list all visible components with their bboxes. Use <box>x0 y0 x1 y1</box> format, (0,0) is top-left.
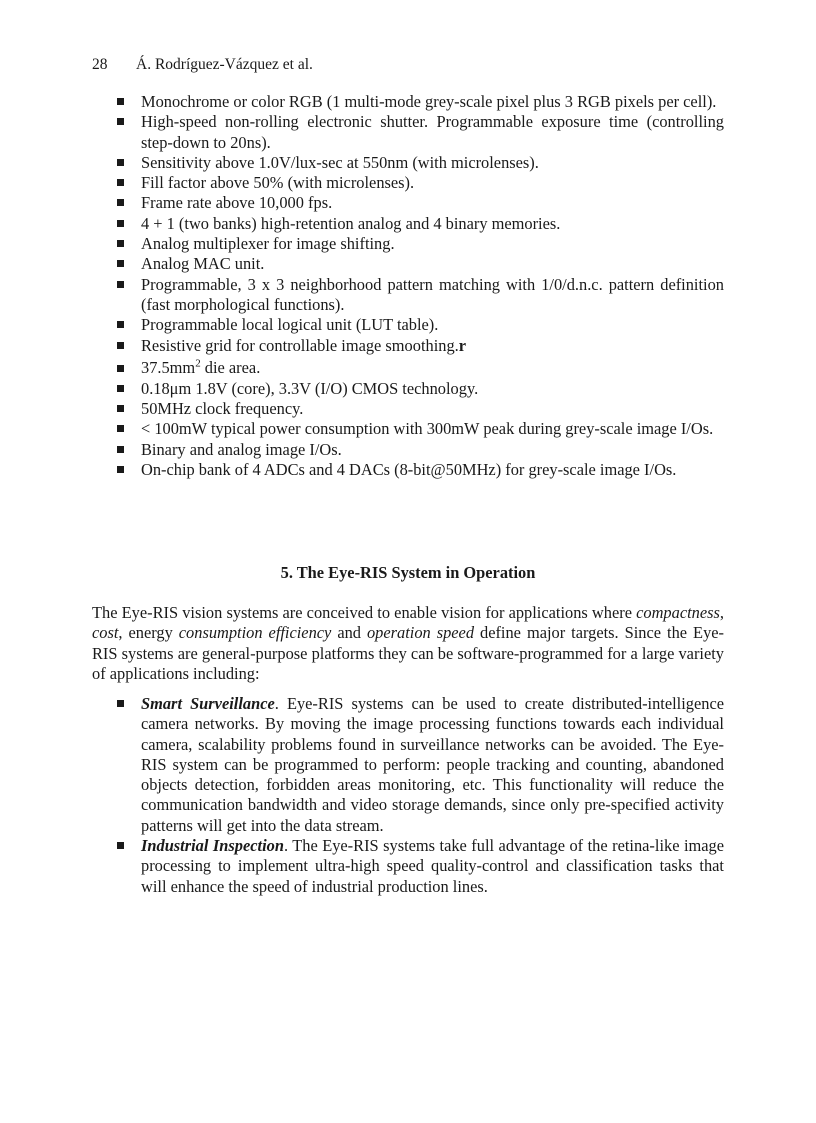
square-bullet-icon <box>117 199 124 206</box>
square-bullet-icon <box>117 260 124 267</box>
author-line: Á. Rodríguez-Vázquez et al. <box>136 56 313 73</box>
specification-list <box>117 92 724 480</box>
emphasis: operation speed <box>366 623 475 643</box>
list-item: On-chip bank of 4 ADCs and 4 DACs (8-bit@50MHz) for grey-scale image I/Os. <box>117 460 724 480</box>
list-item: $37.5mm^2$ die area. <box>117 356 724 379</box>
list-item: Sensitivity above 1.0V/lux-sec at 550nm (with microlenses). <box>117 153 724 173</box>
list-item: Smart Surveillance. Eye-RIS systems can be used to create distributed-intelligence camera networks. By moving the image processing functions towards each individual camera, scalability problems found in surveillance networks can be avoided. The Eye-RIS system can be programmed to perform: people tracking and counting, abandoned objects detection, forbidden areas monitoring, etc. This functionality will reduce the communication bandwidth and video storage demands, since only pre-specified activity patterns will get into the data stream. <box>117 694 724 836</box>
list-item: High-speed non-rolling electronic shutter. Programmable exposure time (controlling step-down to 20ns). <box>117 112 724 153</box>
square-bullet-icon <box>117 385 124 392</box>
square-bullet-icon <box>117 842 124 849</box>
emphasis: consumption efficiency <box>178 623 332 643</box>
section-heading: 5. The Eye-RIS System in Operation <box>280 563 536 582</box>
running-head <box>92 55 313 75</box>
square-bullet-icon <box>117 281 124 288</box>
stray-character: r <box>458 335 467 355</box>
square-bullet-icon <box>117 700 124 707</box>
square-bullet-icon <box>117 425 124 432</box>
square-bullet-icon <box>117 240 124 247</box>
list-item: 0.18μm 1.8V (core), 3.3V (I/O) CMOS technology. <box>117 379 724 399</box>
square-bullet-icon <box>117 179 124 186</box>
square-bullet-icon <box>117 446 124 453</box>
list-item: Industrial Inspection. The Eye-RIS systems take full advantage of the retina-like image processing to implement ultra-high speed quality-control and classification tasks that will enhance the speed of industrial production lines. <box>117 836 724 897</box>
list-item: Programmable local logical unit (LUT table). <box>117 315 724 335</box>
list-item: Analog MAC unit. <box>117 254 724 274</box>
list-item: Resistive grid for controllable image smoothing.r <box>117 336 724 356</box>
square-bullet-icon <box>117 405 124 412</box>
emphasis: cost <box>92 623 119 643</box>
application-list <box>117 694 724 897</box>
square-bullet-icon <box>117 118 124 125</box>
list-item: Programmable, 3 x 3 neighborhood pattern matching with 1/0/d.n.c. pattern definition (fast morphological functions). <box>117 275 724 316</box>
list-item: < 100mW typical power consumption with 300mW peak during grey-scale image I/Os. <box>117 419 724 439</box>
application-title: Smart Surveillance <box>141 694 275 713</box>
list-item: Frame rate above 10,000 fps. <box>117 193 724 213</box>
square-bullet-icon <box>117 321 124 328</box>
list-item: 4 + 1 (two banks) high-retention analog and 4 binary memories. <box>117 214 724 234</box>
square-bullet-icon <box>117 98 124 105</box>
square-bullet-icon <box>117 159 124 166</box>
square-bullet-icon <box>117 220 124 227</box>
list-item: Binary and analog image I/Os. <box>117 440 724 460</box>
emphasis: compactness <box>636 603 720 622</box>
application-title: Industrial Inspection <box>141 836 284 856</box>
square-bullet-icon <box>117 342 124 349</box>
square-bullet-icon <box>117 466 124 473</box>
list-item: Analog multiplexer for image shifting. <box>117 234 724 254</box>
intro-paragraph: The Eye-RIS vision systems are conceived to enable vision for applications where compactness, cost, energy consumption efficiency and operation speed define major targets. Since the Eye-RIS systems are general-purpose platforms they can be software-programmed for a large variety of applications including: <box>92 603 724 683</box>
square-bullet-icon <box>117 365 124 372</box>
list-item: Fill factor above 50% (with microlenses). <box>117 173 724 193</box>
list-item: 50MHz clock frequency. <box>117 399 724 419</box>
list-item: Monochrome or color RGB (1 multi-mode grey-scale pixel plus 3 RGB pixels per cell). <box>117 92 724 112</box>
page-number: 28 <box>92 56 108 73</box>
